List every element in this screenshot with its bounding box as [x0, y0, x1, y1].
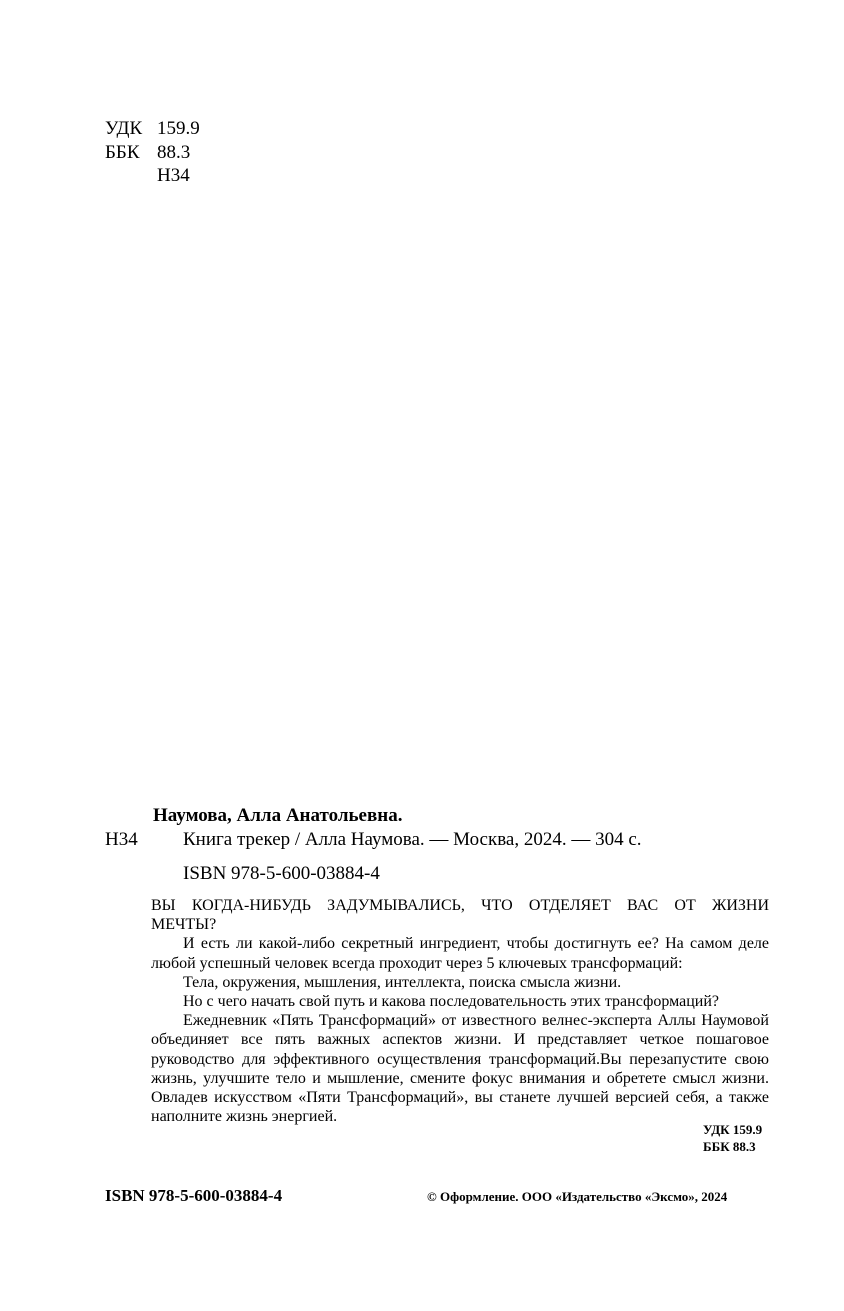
annotation: [151, 896, 769, 1126]
codes-bbk: ББК 88.3: [703, 1139, 756, 1154]
footer-isbn: ISBN 978-5-600-03884-4: [105, 1186, 283, 1205]
author-mark-top: Н34: [157, 165, 190, 186]
card-author: Наумова, Алла Анатольевна.: [153, 805, 403, 826]
card-description: Книга трекер / Алла Наумова. — Москва, 2024. — 304 с.: [183, 829, 642, 850]
udk-label: УДК: [105, 118, 143, 139]
bbk-value: 88.3: [157, 142, 191, 163]
annotation-p4: Но с чего начать свой путь и какова последовательность этих трансформаций?: [183, 993, 720, 1011]
udk-value: 159.9: [157, 118, 200, 139]
card-author-mark: Н34: [105, 829, 138, 850]
annotation-p3: Тела, окружения, мышления, интеллекта, поиска смысла жизни.: [183, 973, 622, 991]
annotation-p2: И есть ли какой-либо секретный ингредиент, чтобы достигнуть ее? На самом деле любой успешный человек всегда проходит через 5 ключевых трансформаций:: [151, 935, 769, 972]
bbk-label: ББК: [105, 142, 140, 163]
card-isbn: ISBN 978-5-600-03884-4: [183, 863, 380, 884]
annotation-p5: Ежедневник «Пять Трансформаций» от известного велнес-эксперта Аллы Наумовой объединяет все пять важных аспектов жизни. И представляет четкое пошаговое руководство для эффективного осуществления трансформаций.Вы перезапустите свою жизнь, улучшите тело и мышление, смените фокус внимания и обретете смысл жизни. Овладев искусством «Пяти Трансформаций», вы станете лучшей версией себя, а также наполните жизнь энергией.: [151, 1012, 769, 1126]
annotation-p1-line2: МЕЧТЫ?: [151, 916, 217, 934]
footer-copyright: © Оформление. ООО «Издательство «Эксмо», 2024: [427, 1189, 728, 1204]
annotation-p1-line1: ВЫ КОГДА-НИБУДЬ ЗАДУМЫВАЛИСЬ, ЧТО ОТДЕЛЯЕТ ВАС ОТ ЖИЗНИ: [151, 897, 769, 914]
codes-udk: УДК 159.9: [703, 1122, 763, 1137]
